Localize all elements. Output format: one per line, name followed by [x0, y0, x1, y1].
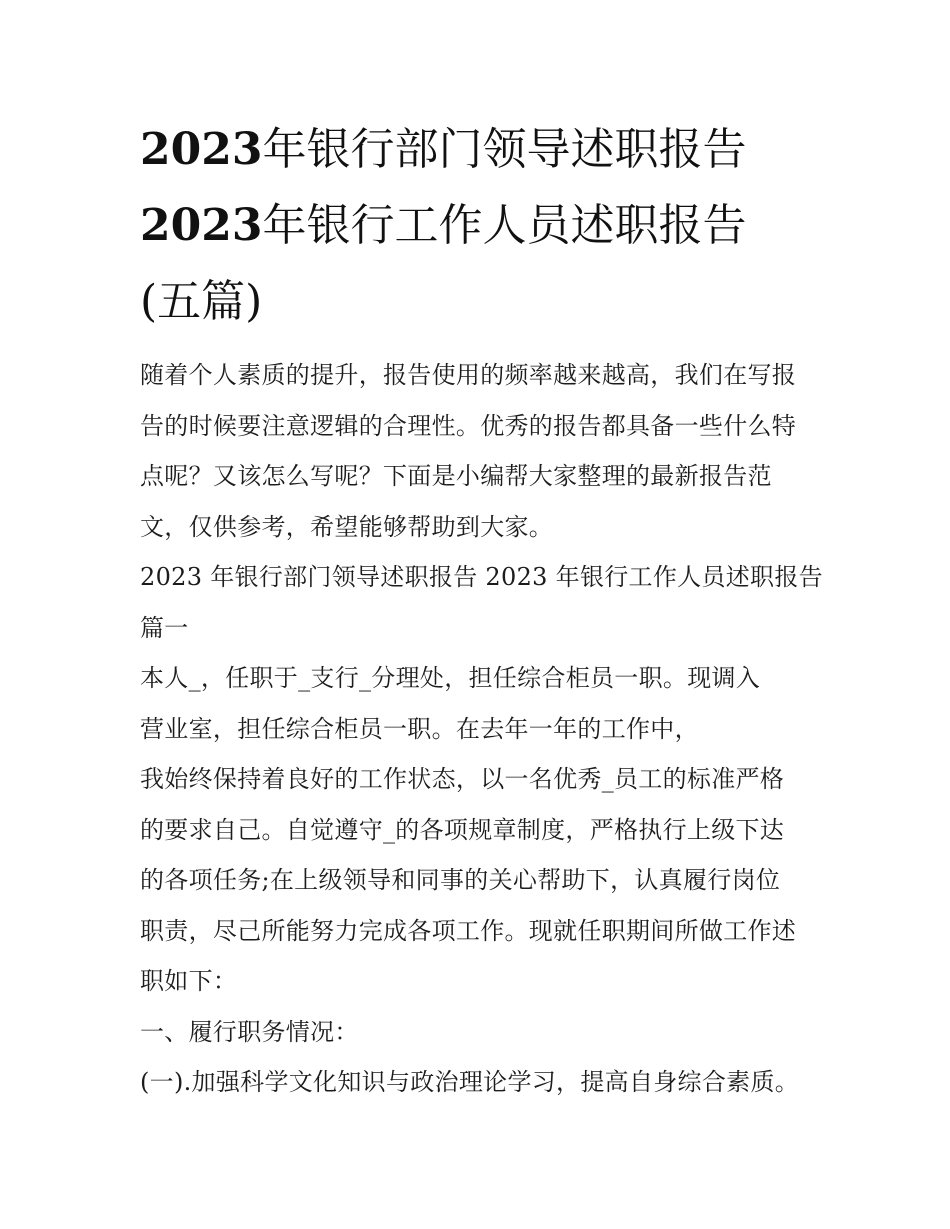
body-line: 篇一 — [140, 613, 189, 642]
title-line-1-text: 年银行部门领导述职报告 — [262, 124, 747, 175]
body-line: 的各项任务;在上级领导和同事的关心帮助下，认真履行岗位 — [140, 866, 781, 894]
body-line: 文，仅供参考，希望能够帮助到大家。 — [140, 512, 554, 541]
title-line-2-text: 年银行工作人员述职报告 — [262, 200, 747, 251]
body-line: 告的时候要注意逻辑的合理性。优秀的报告都具备一些什么特 — [140, 411, 797, 440]
body-line: 营业室，担任综合柜员一职。在去年一年的工作中， — [140, 714, 699, 743]
title-line-3 — [140, 264, 820, 340]
body-line: 职如下： — [140, 967, 238, 995]
document-page — [140, 112, 823, 1108]
body-line: 点呢？又该怎么写呢？下面是小编帮大家整理的最新报告范 — [140, 462, 772, 490]
title-line-1 — [140, 112, 820, 188]
body-line: 本人_，任职于_支行_分理处，担任综合柜员一职。现调入 — [140, 664, 761, 692]
body-line: 2023 年银行部门领导述职报告 2023 年银行工作人员述职报告 — [140, 563, 823, 591]
body-line: 的要求自己。自觉遵守_的各项规章制度，严格执行上级下达 — [140, 815, 785, 844]
body-line: (一).加强科学文化知识与政治理论学习，提高自身综合素质。 — [140, 1068, 800, 1096]
title-line-2 — [140, 188, 820, 264]
body-line: 职责，尽己所能努力完成各项工作。现就任职期间所做工作述 — [140, 916, 797, 945]
body-line: 随着个人素质的提升，报告使用的频率越来越高，我们在写报 — [140, 361, 797, 389]
title-line-2-year: 2023 — [140, 200, 263, 251]
document-body — [140, 350, 823, 1108]
document-title — [140, 112, 820, 340]
title-line-1-year: 2023 — [140, 124, 263, 175]
title-line-3-text: (五篇) — [140, 276, 263, 327]
body-line: 一、履行职务情况： — [140, 1017, 359, 1046]
body-line: 我始终保持着良好的工作状态，以一名优秀_员工的标准严格 — [140, 765, 785, 793]
